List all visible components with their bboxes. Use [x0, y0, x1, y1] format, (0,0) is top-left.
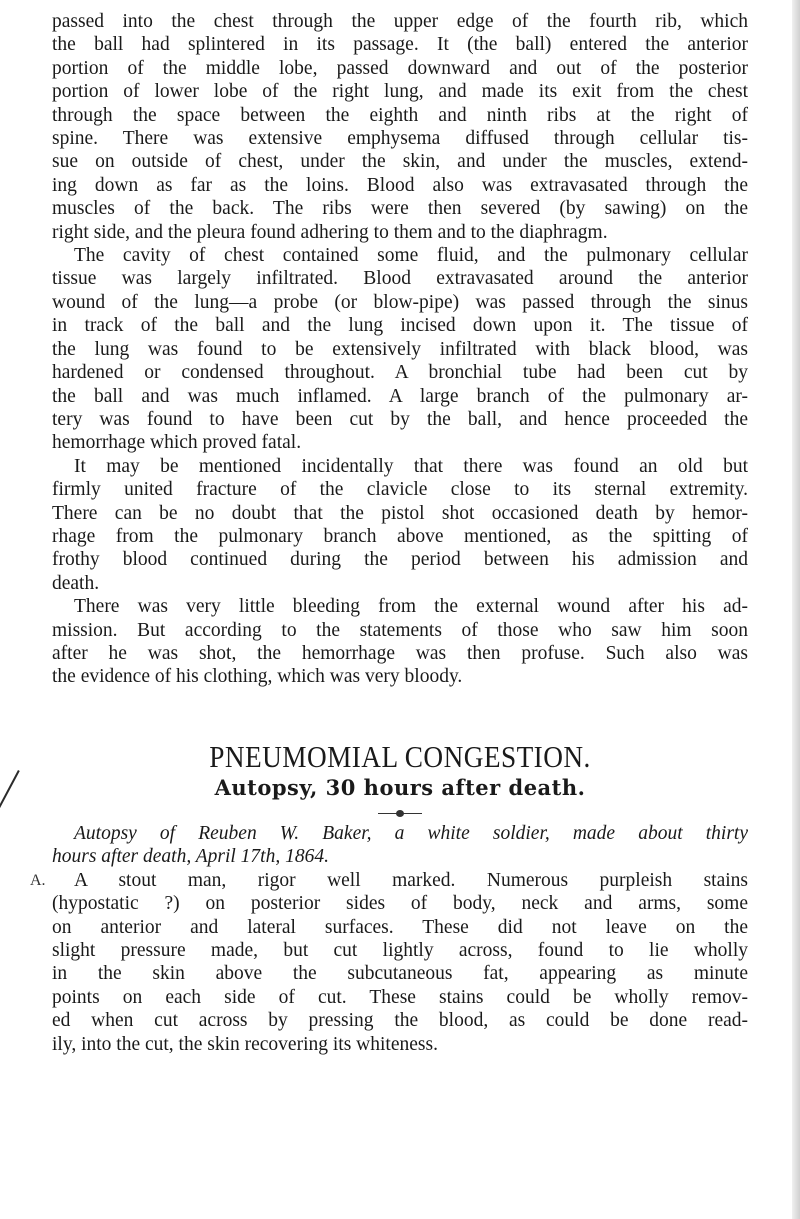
text-line: in the skin above the subcutaneous fat, appearing as minute	[52, 963, 748, 985]
section-title: PNEUMOMIAL CONGESTION.	[209, 739, 591, 774]
text-line: It may be mentioned incidentally that there was found an old but	[74, 455, 748, 477]
text-line: hemorrhage which proved fatal.	[52, 432, 302, 454]
text-line: on anterior and lateral surfaces. These did not leave on the	[52, 916, 748, 938]
text-line: muscles of the back. The ribs were then severed (by sawing) on the	[52, 198, 748, 220]
text-line: frothy blood continued during the period between his admission and	[52, 549, 748, 571]
text-line: mission. But according to the statements of those who saw him soon	[52, 619, 748, 641]
text-line: hardened or condensed throughout. A bronchial tube had been cut by	[52, 362, 748, 384]
text-line: ing down as far as the loins. Blood also was extravasated through the	[52, 174, 748, 196]
text-line: death.	[52, 572, 100, 594]
text-line: slight pressure made, but cut lightly across, found to lie wholly	[52, 940, 748, 962]
text-line: the evidence of his clothing, which was very bloody.	[52, 666, 463, 688]
ornamental-rule-dot	[396, 810, 404, 817]
text-line: A stout man, rigor well marked. Numerous purpleish stains	[74, 869, 748, 891]
text-line: sue on outside of chest, under the skin, and under the muscles, extend-	[52, 151, 748, 173]
text-line: The cavity of chest contained some fluid, and the pulmonary cellular	[74, 245, 748, 267]
page-edge-shadow	[792, 0, 800, 1219]
text-line: (hypostatic ?) on posterior sides of body, neck and arms, some	[52, 893, 748, 915]
text-line: wound of the lung—a probe (or blow-pipe) was passed through the sinus	[52, 291, 748, 313]
text-line: tery was found to have been cut by the ball, and hence proceeded the	[52, 408, 748, 430]
text-line: ed when cut across by pressing the blood, as could be done read-	[52, 1010, 748, 1032]
text-line: points on each side of cut. These stains could be wholly remov-	[52, 986, 748, 1008]
text-line: passed into the chest through the upper edge of the fourth rib, which	[52, 11, 748, 32]
text-line: through the space between the eighth and ninth ribs at the right of	[52, 104, 748, 126]
text-line: portion of the middle lobe, passed downward and out of the posterior	[52, 57, 748, 79]
text-line: tissue was largely infiltrated. Blood extravasated around the anterior	[52, 268, 748, 290]
text-line: spine. There was extensive emphysema diffused through cellular tis-	[52, 128, 748, 150]
body-text-top	[52, 10, 748, 689]
text-line: the ball had splintered in its passage. It (the ball) entered the anterior	[52, 34, 748, 56]
margin-note: A.	[30, 872, 46, 889]
text-line: Autopsy of Reuben W. Baker, a white soldier, made about thirty	[74, 823, 748, 844]
text-line: rhage from the pulmonary branch above mentioned, as the spitting of	[52, 525, 748, 547]
text-line: firmly united fracture of the clavicle close to its sternal extremity.	[52, 479, 748, 501]
text-line: the lung was found to be extensively infiltrated with black blood, was	[52, 338, 748, 360]
text-line: There can be no doubt that the pistol shot occasioned death by hemor-	[52, 502, 748, 524]
body-text-bottom	[52, 822, 748, 1056]
text-line: portion of lower lobe of the right lung, and made its exit from the chest	[52, 81, 748, 103]
text-line: ily, into the cut, the skin recovering its whiteness.	[52, 1033, 438, 1055]
section-subtitle: Autopsy, 30 hours after death.	[214, 775, 586, 800]
text-line: There was very little bleeding from the external wound after his ad-	[74, 596, 748, 618]
text-line: right side, and the pleura found adhering to them and to the diaphragm.	[52, 221, 608, 243]
text-line: in track of the ball and the lung incised down upon it. The tissue of	[52, 315, 748, 337]
text-line: the ball and was much inflamed. A large branch of the pulmonary ar-	[52, 385, 748, 407]
text-line: after he was shot, the hemorrhage was then profuse. Such also was	[52, 642, 748, 664]
text-line: hours after death, April 17th, 1864.	[52, 846, 329, 868]
